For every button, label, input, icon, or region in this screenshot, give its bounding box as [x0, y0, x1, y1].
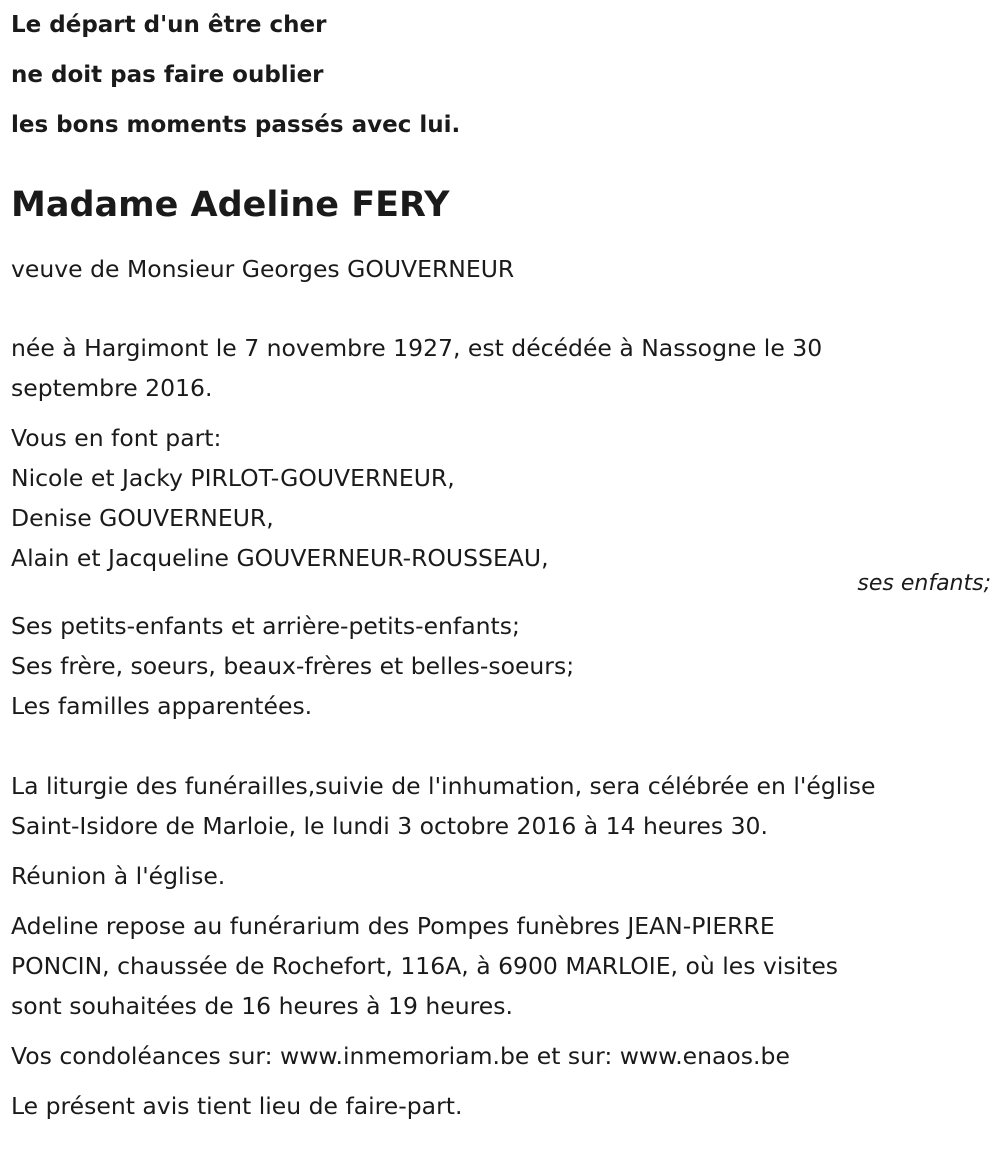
birth-death-paragraph: [11, 328, 991, 408]
liturgy-line-2: Saint-Isidore de Marloie, le lundi 3 octobre 2016 à 14 heures 30.: [11, 812, 768, 840]
deceased-name: Madame Adeline FERY: [11, 185, 450, 225]
liturgy-paragraph: [11, 766, 991, 846]
funeral-home-line-3: sont souhaitées de 16 heures à 19 heures.: [11, 992, 513, 1020]
birth-death-line-1: née à Hargimont le 7 novembre 1927, est décédée à Nassogne le 30: [11, 334, 823, 362]
meeting-line: Réunion à l'église.: [11, 862, 226, 890]
widow-of-line: veuve de Monsieur Georges GOUVERNEUR: [11, 255, 515, 283]
quote-line-1: Le départ d'un être cher: [11, 12, 327, 38]
funeral-home-paragraph: [11, 906, 991, 1026]
condolences-line: Vos condoléances sur: www.inmemoriam.be et sur: www.enaos.be: [11, 1042, 790, 1070]
announcement-block: [11, 418, 991, 600]
child-line-2: Denise GOUVERNEUR,: [11, 504, 274, 532]
announcement-intro: Vous en font part:: [11, 424, 222, 452]
funeral-home-line-1: Adeline repose au funérarium des Pompes funèbres JEAN-PIERRE: [11, 912, 775, 940]
opening-quote: [11, 0, 991, 150]
quote-line-2: ne doit pas faire oublier: [11, 62, 324, 88]
child-line-1: Nicole et Jacky PIRLOT-GOUVERNEUR,: [11, 464, 455, 492]
family-line-1: Ses petits-enfants et arrière-petits-enfants;: [11, 612, 520, 640]
quote-line-3: les bons moments passés avec lui.: [11, 112, 461, 138]
funeral-home-line-2: PONCIN, chaussée de Rochefort, 116A, à 6900 MARLOIE, où les visites: [11, 952, 839, 980]
birth-death-line-2: septembre 2016.: [11, 374, 213, 402]
children-label: ses enfants;: [857, 571, 991, 596]
notice-line: Le présent avis tient lieu de faire-part.: [11, 1092, 463, 1120]
liturgy-line-1: La liturgie des funérailles,suivie de l'inhumation, sera célébrée en l'église: [11, 772, 876, 800]
child-line-3: Alain et Jacqueline GOUVERNEUR-ROUSSEAU,: [11, 544, 549, 572]
family-line-2: Ses frère, soeurs, beaux-frères et belles-soeurs;: [11, 652, 575, 680]
extended-family-block: [11, 606, 991, 726]
obituary-notice: [11, 0, 991, 1126]
family-line-3: Les familles apparentées.: [11, 692, 313, 720]
